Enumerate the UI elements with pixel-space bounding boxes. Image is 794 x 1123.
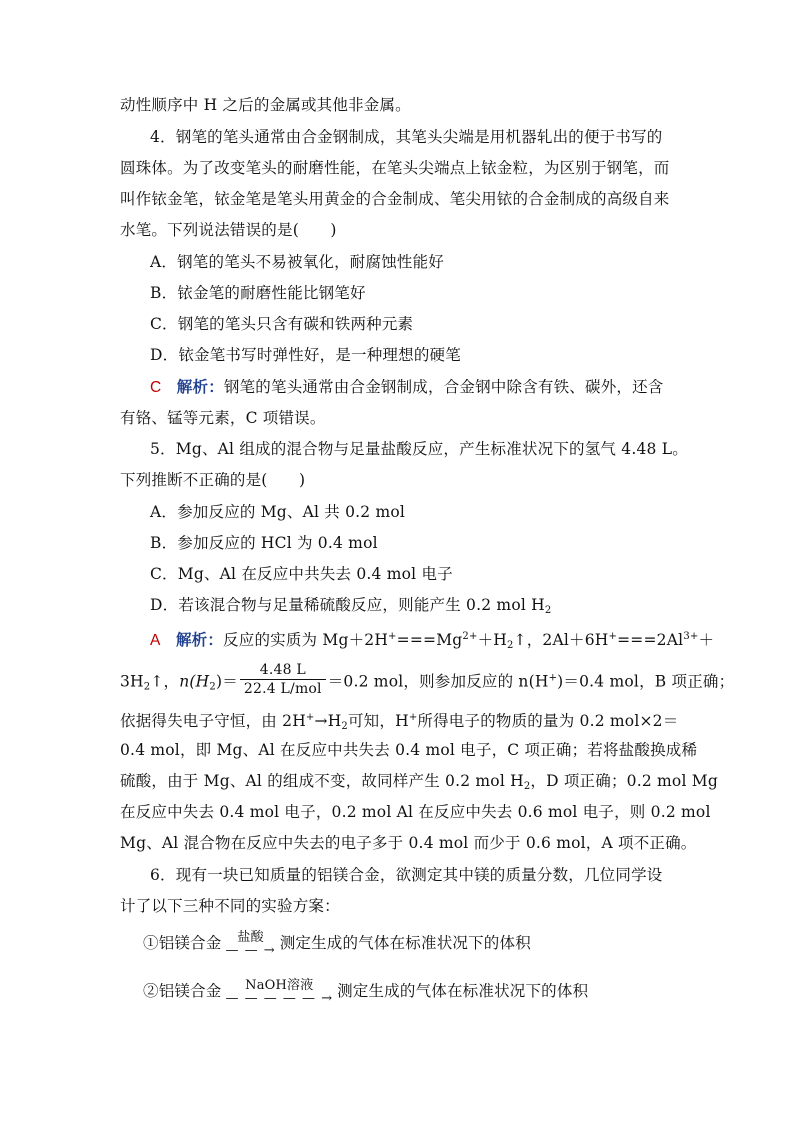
text-fragment: n(H — [179, 672, 210, 691]
answer-line — [150, 376, 710, 399]
text-line: 水笔。下列说法错误的是( ) — [120, 221, 337, 239]
question-5-stem: 5．Mg、Al 组成的混合物与足量盐酸反应，产生标准状况下的氢气 4.48 L。 — [150, 440, 688, 458]
text-fragment: ＝0.2 mol，则参加反应的 n(H — [327, 672, 549, 691]
reaction-arrow — [226, 979, 334, 1005]
reaction-arrow — [226, 931, 276, 957]
superscript: + — [548, 672, 558, 684]
text-fragment: ↑，2Al＋6H — [513, 631, 609, 649]
text-fragment: 硫酸，由于 Mg、Al 的组成不变，故同样产生 0.2 mol H — [120, 772, 524, 790]
text-line: 下列推断不正确的是( ) — [120, 471, 306, 489]
text-line: 动性顺序中 H 之后的金属或其他非金属。 — [120, 96, 411, 114]
fraction — [240, 661, 326, 698]
text-fragment: ，D 项正确；0.2 mol Mg — [530, 772, 718, 790]
superscript: + — [608, 631, 618, 642]
question-6-stem: 6．现有一块已知质量的铝镁合金，欲测定其中镁的质量分数，几位同学设 — [150, 866, 663, 884]
text-line — [120, 770, 718, 798]
question-4-stem: 4．钢笔的笔头通常由合金钢制成，其笔头尖端是用机器轧出的便于书写的 — [150, 128, 663, 146]
text-line: 计了以下三种不同的实验方案： — [120, 897, 340, 915]
superscript: 2+ — [462, 631, 478, 642]
scheme-text: 测定生成的气体在标准状况下的体积 — [337, 982, 589, 1000]
text-fragment: ＋ — [698, 631, 715, 649]
superscript: + — [388, 631, 397, 642]
superscript: 3+ — [683, 631, 699, 642]
text-line: 在反应中失去 0.4 mol 电子，0.2 mol Al 在反应中失去 0.6 mol 电子，则 0.2 mol — [120, 803, 711, 821]
superscript: + — [408, 712, 418, 723]
text-fragment: ↑， — [150, 672, 180, 691]
option-d: D．铱金笔书写时弹性好，是一种理想的硬笔 — [150, 346, 461, 364]
scheme-label: ②铝镁合金 — [143, 982, 222, 1000]
arrow-line: — — — — — → — [225, 991, 334, 1006]
text-fragment: )＝0.4 mol，B 项正确； — [557, 672, 735, 691]
text-fragment: 可知，H — [347, 712, 409, 730]
option-b: B．铱金笔的耐磨性能比钢笔好 — [150, 284, 366, 302]
formula-line — [120, 662, 735, 701]
subscript: 2 — [506, 640, 514, 651]
analysis-text: 钢笔的笔头通常由合金钢制成，合金钢中除含有铁、碳外，还含 — [223, 378, 664, 396]
option-c: C．Mg、Al 在反应中共失去 0.4 mol 电子 — [150, 565, 453, 583]
answer-letter: C — [150, 379, 162, 396]
reagent-label: 盐酸 — [237, 930, 264, 945]
scheme-text: 测定生成的气体在标准状况下的体积 — [279, 934, 531, 952]
fraction-numerator: 4.48 L — [240, 661, 326, 680]
text-line — [120, 707, 680, 738]
option-a: A．钢笔的笔头不易被氧化，耐腐蚀性能好 — [150, 253, 444, 271]
text-fragment: →H — [314, 712, 342, 730]
option-b: B．参加反应的 HCl 为 0.4 mol — [150, 534, 378, 552]
text-fragment: 所得电子的物质的量为 0.2 mol×2＝ — [417, 712, 679, 730]
scheme-2 — [143, 978, 703, 1005]
subscript: 2 — [523, 781, 531, 792]
scheme-label: ①铝镁合金 — [143, 934, 222, 952]
option-c: C．钢笔的笔头只含有碳和铁两种元素 — [150, 315, 414, 333]
text-line: 有铬、锰等元素，C 项错误。 — [120, 409, 326, 427]
text-fragment: ＋H — [477, 631, 507, 649]
subscript: 2 — [209, 681, 216, 693]
answer-letter: A — [150, 632, 161, 649]
option-d — [150, 594, 710, 622]
text-line: 圆珠体。为了改变笔头的耐磨性能，在笔头尖端点上铱金粒，为区别于钢笔，而 — [120, 159, 670, 177]
subscript: 2 — [544, 605, 552, 616]
analysis-label: 解析： — [175, 631, 224, 649]
answer-line — [150, 626, 715, 657]
option-d-text: D．若该混合物与足量稀硫酸反应，则能产生 0.2 mol H — [150, 596, 545, 614]
text-fragment: 3H — [120, 672, 144, 691]
subscript: 2 — [143, 681, 151, 693]
reagent-label: NaOH溶液 — [245, 978, 314, 993]
text-fragment: )＝ — [215, 672, 238, 691]
scheme-1 — [143, 930, 703, 957]
text-line: 0.4 mol，即 Mg、Al 在反应中共失去 0.4 mol 电子，C 项正确；若将盐酸换成稀 — [120, 741, 698, 759]
fraction-denominator: 22.4 L/mol — [243, 681, 322, 697]
text-line: Mg、Al 混合物在反应中失去的电子多于 0.4 mol 而少于 0.6 mol，A 项不正确。 — [120, 834, 697, 852]
arrow-line: — — → — [225, 943, 276, 958]
text-fragment: 依据得失电子守恒，由 2H — [120, 712, 306, 730]
superscript: + — [305, 712, 315, 723]
analysis-label: 解析： — [176, 378, 224, 396]
option-a: A．参加反应的 Mg、Al 共 0.2 mol — [150, 503, 406, 521]
text-fragment: ===Mg — [396, 631, 463, 649]
subscript: 2 — [341, 721, 348, 732]
text-fragment: 反应的实质为 Mg＋2H — [223, 631, 389, 649]
text-fragment: ===2Al — [617, 631, 684, 649]
text-line: 叫作铱金笔，铱金笔是笔头用黄金的合金制成、笔尖用铱的合金制成的高级自来 — [120, 190, 670, 208]
